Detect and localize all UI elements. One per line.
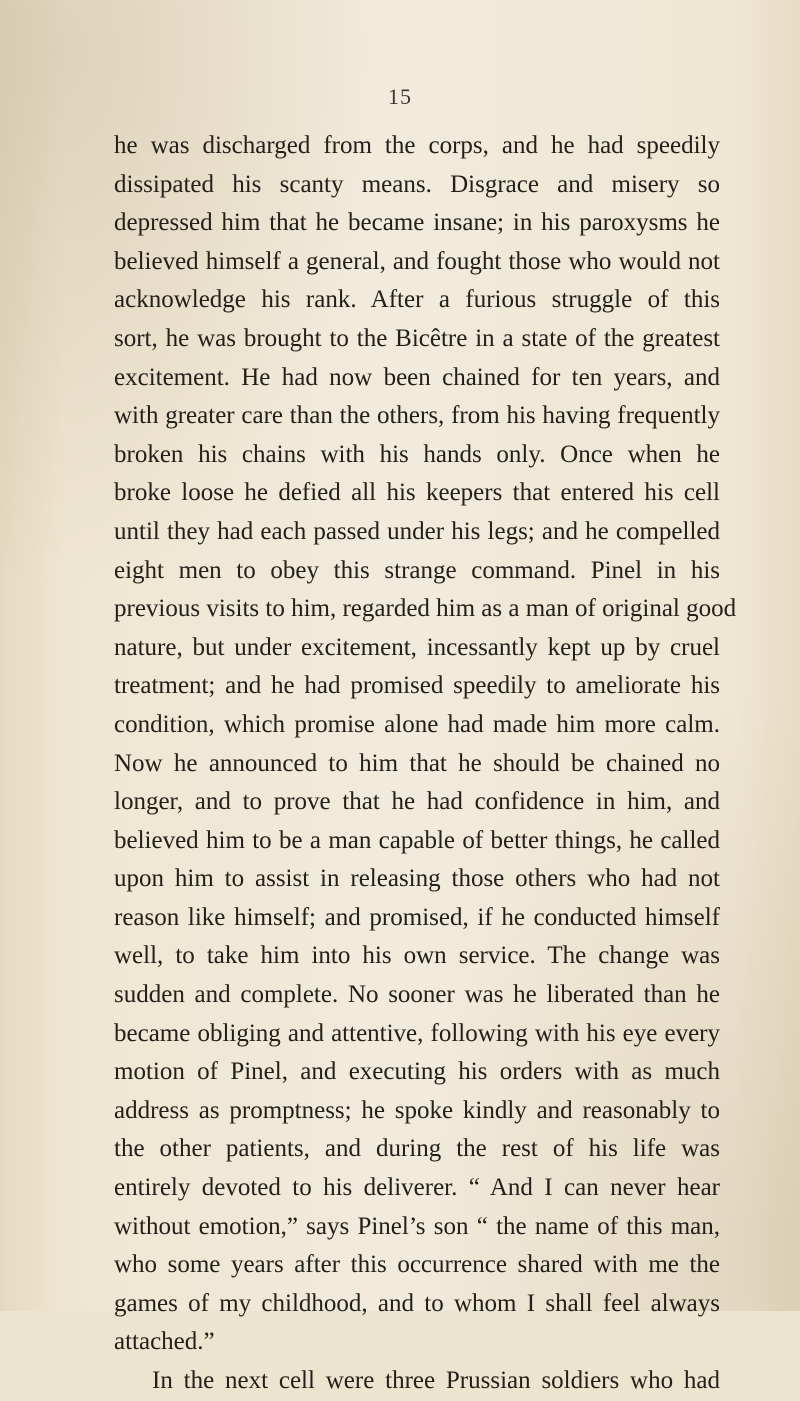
- text-line: depressed him that he became insane; in his paroxysms he: [114, 209, 720, 237]
- text-line: who some years after this occurrence shared with me the: [114, 1251, 720, 1279]
- text-line: attached.”: [114, 1328, 215, 1356]
- text-line: with greater care than the others, from his having frequently: [114, 402, 720, 430]
- text-line: until they had each passed under his legs; and he compelled: [114, 517, 720, 545]
- text-line: address as promptness; he spoke kindly and reasonably to: [114, 1096, 720, 1124]
- text-line: entirely devoted to his deliverer. “ And I can never hear: [114, 1174, 720, 1202]
- text-line: became obliging and attentive, following with his eye every: [114, 1019, 720, 1047]
- text-line: without emotion,” says Pinel’s son “ the name of this man,: [114, 1212, 720, 1240]
- text-line: eight men to obey this strange command. Pinel in his: [114, 556, 720, 584]
- text-line: believed him to be a man capable of better things, he called: [114, 826, 720, 854]
- text-line: previous visits to him, regarded him as a man of original good: [114, 595, 737, 623]
- text-line: upon him to assist in releasing those others who had not: [114, 865, 720, 893]
- text-line: games of my childhood, and to whom I shall feel always: [114, 1289, 720, 1317]
- text-line: the other patients, and during the rest of his life was: [114, 1135, 720, 1163]
- text-line: well, to take him into his own service. The change was: [114, 942, 720, 970]
- text-line: broke loose he defied all his keepers that entered his cell: [114, 479, 720, 507]
- body-text: [114, 127, 737, 1401]
- text-line: treatment; and he had promised speedily to ameliorate his: [114, 672, 720, 700]
- text-line: dissipated his scanty means. Disgrace and misery so: [114, 170, 720, 198]
- text-line: reason like himself; and promised, if he conducted himself: [114, 903, 720, 931]
- text-line: Now he announced to him that he should be chained no: [114, 749, 720, 777]
- text-line: sudden and complete. No sooner was he liberated than he: [114, 981, 720, 1009]
- text-line: motion of Pinel, and executing his orders with as much: [114, 1058, 720, 1086]
- text-line: sort, he was brought to the Bicêtre in a state of the greatest: [114, 324, 720, 352]
- text-line: excitement. He had now been chained for ten years, and: [114, 363, 720, 391]
- text-line: he was discharged from the corps, and he had speedily: [114, 132, 720, 159]
- text-line: believed himself a general, and fought those who would not: [114, 247, 720, 275]
- text-line: In the next cell were three Prussian soldiers who had: [152, 1367, 720, 1394]
- text-line: condition, which promise alone had made him more calm.: [114, 710, 720, 738]
- page-number: 15: [388, 84, 412, 109]
- text-line: longer, and to prove that he had confidence in him, and: [114, 788, 720, 816]
- text-line: nature, but under excitement, incessantly kept up by cruel: [114, 633, 720, 661]
- text-line: acknowledge his rank. After a furious struggle of this: [114, 286, 720, 314]
- text-line: broken his chains with his hands only. Once when he: [114, 440, 720, 468]
